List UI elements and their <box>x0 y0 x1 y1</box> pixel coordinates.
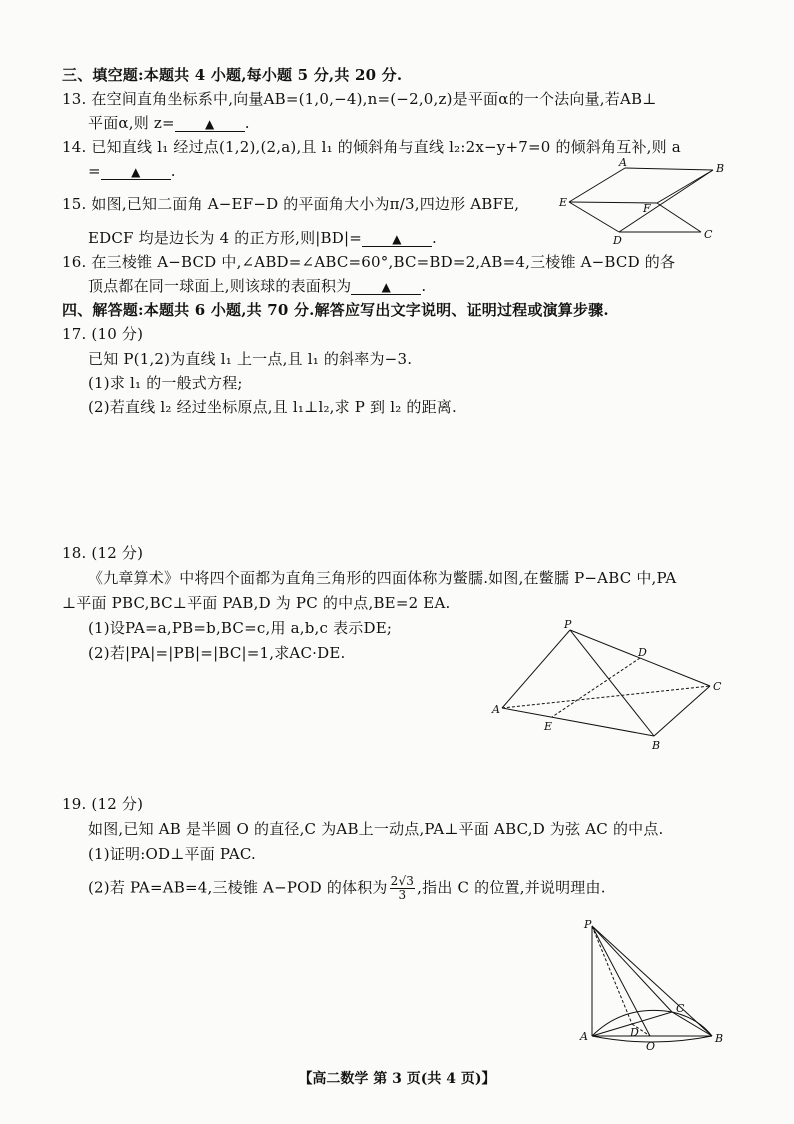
q14-line1: 14. 已知直线 l₁ 经过点(1,2),(2,a),且 l₁ 的倾斜角与直线 l₂:2x−y+7=0 的倾斜角互补,则 a <box>62 138 681 156</box>
q16-answer-blank[interactable]: ▲ <box>351 280 421 295</box>
q19-label-o: O <box>646 1040 656 1053</box>
q19-part1: (1)证明:OD⊥平面 PAC. <box>88 845 256 863</box>
q18-label-d: D <box>638 646 647 659</box>
q18-part2: (2)若|PA|=|PB|=|BC|=1,求AC·DE. <box>88 644 346 662</box>
q15-label-c: C <box>704 228 713 241</box>
q19-edge-pc <box>592 926 672 1012</box>
q19-label-b: B <box>715 1032 724 1045</box>
q18-part1: (1)设PA=a,PB=b,BC=c,用 a,b,c 表示DE; <box>88 619 393 637</box>
q19-fraction-denominator: 3 <box>398 888 407 902</box>
q19-label-c: C <box>676 1002 685 1015</box>
q15-label-b: B <box>716 162 725 175</box>
q18-edge-ac <box>502 686 710 708</box>
q19-edge-po <box>592 926 650 1036</box>
q19-part2 <box>88 875 606 902</box>
q15-line1: 15. 如图,已知二面角 A−EF−D 的平面角大小为π/3,四边形 ABFE, <box>62 195 520 213</box>
q18-label-e: E <box>544 720 553 733</box>
q15-edge-ea <box>569 168 625 202</box>
q15-segment-bd <box>619 170 713 232</box>
q15-edge-ab <box>625 168 713 170</box>
page-footer: 【高二数学 第 3 页(共 4 页)】 <box>298 1071 496 1087</box>
q15-label-e: E <box>559 196 568 209</box>
q19-label-a: A <box>580 1030 588 1043</box>
q15-line2 <box>88 227 437 249</box>
q14-line2-text: = <box>88 162 101 180</box>
q15-label-a: A <box>619 156 627 169</box>
q19-edge-cb <box>672 1012 712 1036</box>
q13-line1: 13. 在空间直角坐标系中,向量AB=(1,0,−4),n=(−2,0,z)是平面α的一个法向量,若AB⊥ <box>62 90 657 108</box>
q16-line2-text: 顶点都在同一球面上,则该球的表面积为 <box>88 277 352 295</box>
q14-answer-blank[interactable]: ▲ <box>101 165 171 180</box>
q19-title: 19. (12 分) <box>62 795 144 813</box>
q18-segment-de <box>552 658 640 717</box>
q13-line2-end: . <box>244 114 250 132</box>
q15-figure <box>555 156 733 246</box>
q15-label-f: F <box>643 202 651 215</box>
q14-line2-end: . <box>170 162 176 180</box>
q19-label-p: P <box>584 918 592 931</box>
q17-part2: (2)若直线 l₂ 经过坐标原点,且 l₁⊥l₂,求 P 到 l₂ 的距离. <box>88 398 457 416</box>
q18-title: 18. (12 分) <box>62 544 144 562</box>
q15-label-d: D <box>613 234 622 246</box>
q18-figure <box>488 616 728 756</box>
q19-segment-pd <box>592 926 632 1024</box>
q15-answer-blank[interactable]: ▲ <box>362 232 432 247</box>
section-3-header: 三、填空题:本题共 4 小题,每小题 5 分,共 20 分. <box>62 66 403 84</box>
q18-edge-bc <box>654 686 710 736</box>
q18-edge-ab <box>502 708 654 736</box>
q18-label-p: P <box>564 618 572 631</box>
q18-stem-line1: 《九章算术》中将四个面都为直角三角形的四面体称为鳖臑.如图,在鳖臑 P−ABC 中,PA <box>88 569 677 587</box>
q17-stem: 已知 P(1,2)为直线 l₁ 上一点,且 l₁ 的斜率为−3. <box>88 350 413 368</box>
q13-line2 <box>88 112 250 134</box>
q15-line2-end: . <box>432 229 437 247</box>
q13-answer-blank[interactable]: ▲ <box>175 117 245 132</box>
q18-edge-pa <box>502 630 570 708</box>
q19-part2-text: (2)若 PA=AB=4,三棱锥 A−POD 的体积为 <box>88 878 388 897</box>
q19-figure <box>572 912 732 1056</box>
q19-label-d: D <box>630 1026 639 1039</box>
q19-volume-fraction <box>390 875 416 902</box>
q16-line1: 16. 在三棱锥 A−BCD 中,∠ABD=∠ABC=60°,BC=BD=2,AB=4,三棱锥 A−BCD 的各 <box>62 253 676 271</box>
q18-label-a: A <box>492 703 500 716</box>
q13-line2-text: 平面α,则 z= <box>88 114 175 132</box>
q19-part2-end: ,指出 C 的位置,并说明理由. <box>417 878 606 897</box>
q16-line2-end: . <box>421 277 427 295</box>
q19-edge-pb <box>592 926 712 1036</box>
q15-edge-ed <box>569 202 619 232</box>
q15-line2-text: EDCF 均是边长为 4 的正方形,则|BD|= <box>88 229 363 247</box>
q17-part1: (1)求 l₁ 的一般式方程; <box>88 374 243 392</box>
q16-line2 <box>88 275 426 297</box>
q18-label-b: B <box>652 739 661 752</box>
q19-semicircle-arc <box>592 1010 712 1036</box>
q15-edge-fc <box>657 203 701 232</box>
q17-title: 17. (10 分) <box>62 325 144 343</box>
q18-stem-line2: ⊥平面 PBC,BC⊥平面 PAB,D 为 PC 的中点,BE=2 EA. <box>62 594 451 612</box>
q19-fraction-numerator: 2√3 <box>390 874 415 888</box>
q19-stem: 如图,已知 AB 是半圆 O 的直径,C 为AB上一动点,PA⊥平面 ABC,D 为弦 AC 的中点. <box>88 820 664 838</box>
section-4-header: 四、解答题:本题共 6 小题,共 70 分.解答应写出文字说明、证明过程或演算步骤. <box>62 301 609 319</box>
q14-line2 <box>88 160 176 182</box>
q18-label-c: C <box>713 680 722 693</box>
